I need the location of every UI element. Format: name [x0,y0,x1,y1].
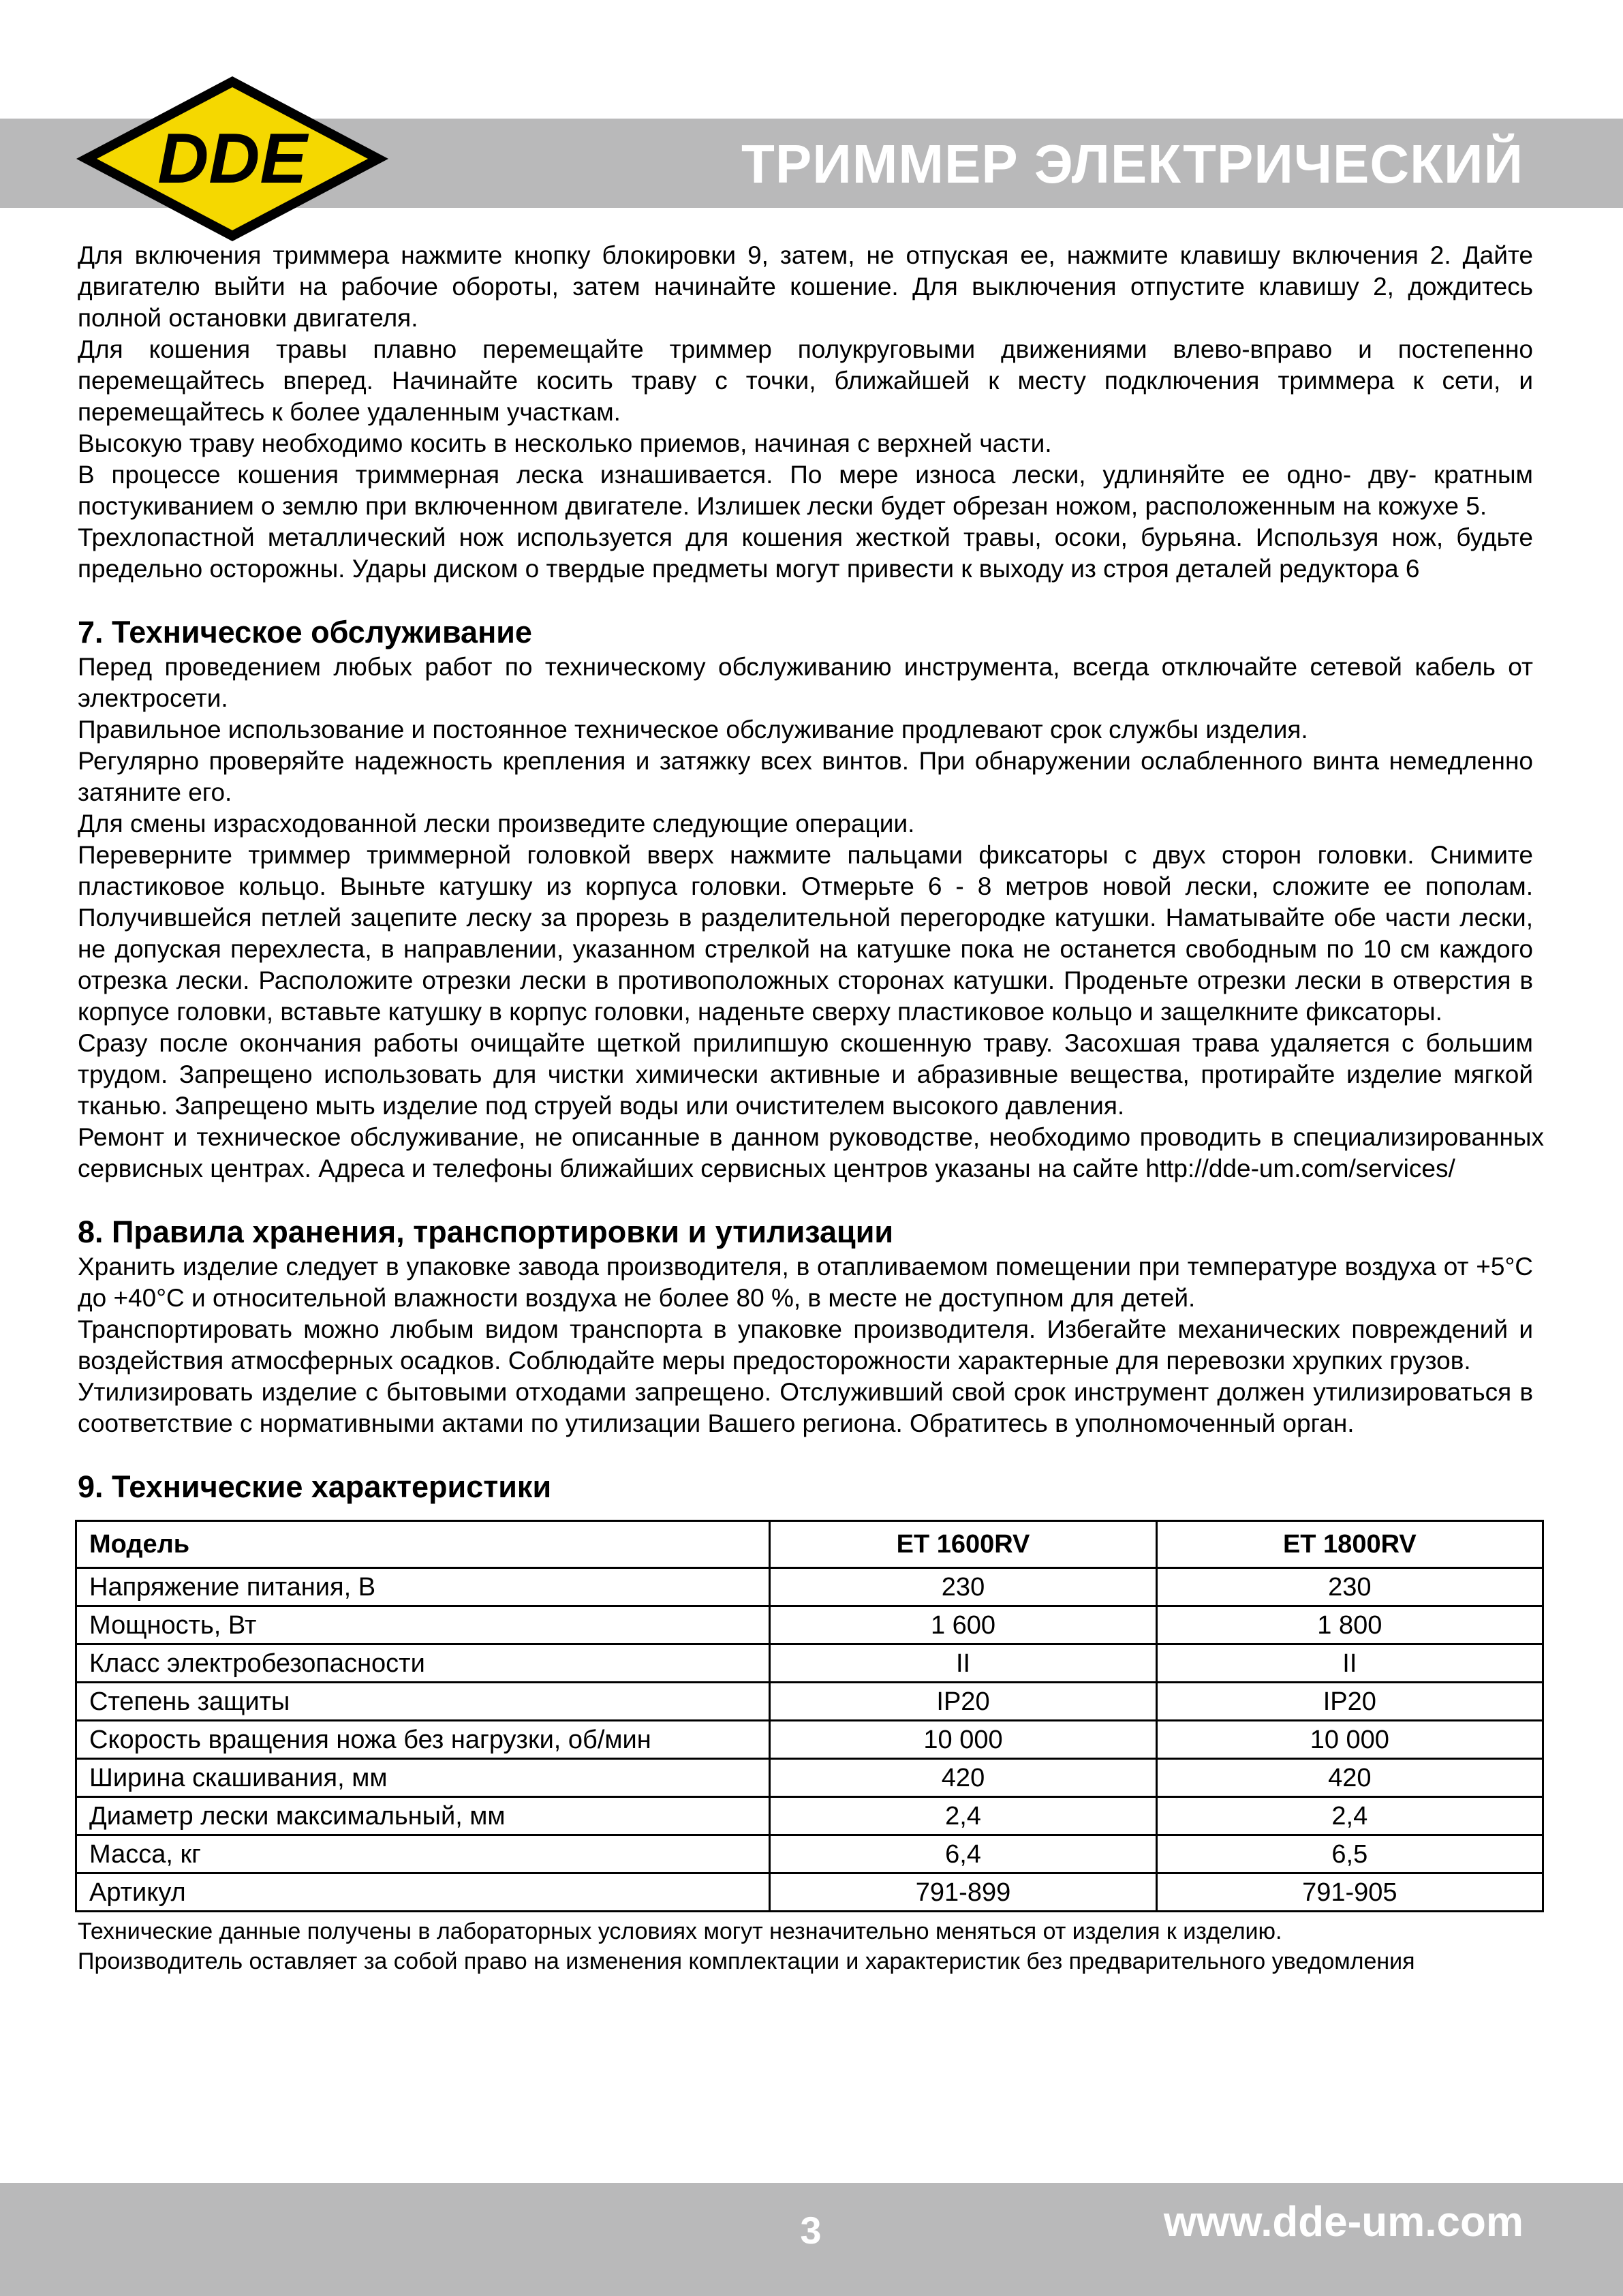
table-cell: Напряжение питания, В [76,1568,770,1606]
table-cell: 2,4 [1156,1797,1543,1835]
section-7-paragraph: Регулярно проверяйте надежность крепления и затяжку всех винтов. При обнаружении ослабленного винта немедленно затяните его. [78,747,1533,806]
table-row [76,1873,1543,1912]
table-cell: 230 [770,1568,1156,1606]
table-header-cell: ET 1600RV [770,1521,1156,1568]
intro-paragraph: Высокую траву необходимо косить в несколько приемов, начиная с верхней части. [78,429,1052,457]
logo-text: DDE [157,119,307,198]
table-cell: Артикул [76,1873,770,1912]
table-row [76,1759,1543,1797]
section-7-paragraph: Переверните триммер триммерной головкой вверх нажмите пальцами фиксаторы с двух сторон головки. Снимите пластиковое кольцо. Выньте катушку из корпуса головки. Отмерьте 6 - 8 метров новой лески, сложите ее пополам. Получившейся петлей зацепите леску за прорезь в разделительной перегородке катушки. Наматывайте обе части лески, не допуская перехлеста, в направлении, указанном стрелкой на катушке пока не останется свободным по 10 см каждого отрезка лески. Расположите отрезки лески в противоположных сторонах катушки. Проденьте отрезки лески в отверстия в корпусе головки, вставьте катушку в корпус головки, наденьте сверху пластиковое кольцо и защелкните фиксаторы. [78,841,1533,1026]
table-cell: 420 [770,1759,1156,1797]
table-row [76,1644,1543,1683]
section-7-paragraph: Ремонт и техническое обслуживание, не описанные в данном руководстве, необходимо проводить в специализированных сервисных центрах. Адреса и телефоны ближайших сервисных центров указаны на сайте http://dde-um.com/services/ [78,1123,1544,1182]
table-cell: Диаметр лески максимальный, мм [76,1797,770,1835]
note-line: Производитель оставляет за собой право на изменения комплектации и характеристик без предварительного уведомления [78,1948,1415,1974]
table-cell: Мощность, Вт [76,1606,770,1644]
table-row [76,1721,1543,1759]
intro-paragraph: Трехлопастной металлический нож используется для кошения жесткой травы, осоки, бурьяна. Используя нож, будьте предельно осторожны. Удары диском о твердые предметы могут привести к выходу из строя деталей редуктора 6 [78,523,1533,583]
table-cell: 6,4 [770,1835,1156,1873]
website-link[interactable]: www.dde-um.com [1163,2199,1524,2246]
table-cell: Скорость вращения ножа без нагрузки, об/мин [76,1721,770,1759]
table-cell: IP20 [1156,1683,1543,1721]
intro-paragraph: Для включения триммера нажмите кнопку блокировки 9, затем, не отпуская ее, нажмите клавишу включения 2. Дайте двигателю выйти на рабочие обороты, затем начинайте кошение. Для выключения отпустите клавишу 2, дождитесь полной остановки двигателя. [78,241,1533,332]
section-7-paragraph: Сразу после окончания работы очищайте щеткой прилипшую скошенную траву. Засохшая трава удаляется с большим трудом. Запрещено использовать для чистки химически активные и абразивные вещества, протирайте изделие мягкой тканью. Запрещено мыть изделие под струей воды или очистителем высокого давления. [78,1029,1533,1120]
table-cell: 1 800 [1156,1606,1543,1644]
table-header-row [76,1521,1543,1568]
intro-paragraph: В процессе кошения триммерная леска изнашивается. По мере износа лески, удлиняйте ее одно- дву- кратным постукиванием о землю при включенном двигателе. Излишек лески будет обрезан ножом, расположенным на кожухе 5. [78,461,1533,520]
section-7-paragraph: Перед проведением любых работ по техническому обслуживанию инструмента, всегда отключайте сетевой кабель от электросети. [78,653,1533,712]
page-number: 3 [800,2209,822,2252]
table-cell: 2,4 [770,1797,1156,1835]
table-notes [78,1916,1533,1976]
section-8-paragraph: Хранить изделие следует в упаковке завода производителя, в отапливаемом помещении при температуре воздуха от +5°C до +40°C и относительной влажности воздуха не более 80 %, в месте не доступном для детей. [78,1253,1533,1312]
table-cell: Ширина скашивания, мм [76,1759,770,1797]
table-cell: 791-905 [1156,1873,1543,1912]
table-cell: II [1156,1644,1543,1683]
table-cell: 10 000 [770,1721,1156,1759]
table-cell: Степень защиты [76,1683,770,1721]
table-cell: 6,5 [1156,1835,1543,1873]
section-8-heading: 8. Правила хранения, транспортировки и утилизации [78,1214,894,1249]
table-cell: IP20 [770,1683,1156,1721]
table-cell: 791-899 [770,1873,1156,1912]
specs-table [75,1520,1544,1912]
table-cell: 10 000 [1156,1721,1543,1759]
dde-logo [74,74,391,244]
section-8-paragraph: Утилизировать изделие с бытовыми отходами запрещено. Отслуживший свой срок инструмент должен утилизироваться в соответствие с нормативными актами по утилизации Вашего региона. Обратитесь в уполномоченный орган. [78,1378,1533,1437]
table-cell: 420 [1156,1759,1543,1797]
table-cell: Класс электробезопасности [76,1644,770,1683]
table-cell: II [770,1644,1156,1683]
table-cell: 230 [1156,1568,1543,1606]
document-body [78,240,1544,1976]
table-row [76,1797,1543,1835]
section-7-heading: 7. Техническое обслуживание [78,615,532,649]
section-7-paragraph: Для смены израсходованной лески произведите следующие операции. [78,810,915,838]
table-row [76,1568,1543,1606]
table-header-cell: Модель [76,1521,770,1568]
table-cell: 1 600 [770,1606,1156,1644]
page-title: ТРИММЕР ЭЛЕКТРИЧЕСКИЙ [741,134,1524,194]
table-row [76,1683,1543,1721]
section-7-paragraph: Правильное использование и постоянное техническое обслуживание продлевают срок службы изделия. [78,716,1308,744]
note-line: Технические данные получены в лабораторных условиях могут незначительно меняться от изделия к изделию. [78,1918,1282,1944]
section-8-paragraph: Транспортировать можно любым видом транспорта в упаковке производителя. Избегайте механических повреждений и воздействия атмосферных осадков. Соблюдайте меры предосторожности характерные для перевозки хрупких грузов. [78,1315,1533,1375]
intro-paragraph: Для кошения травы плавно перемещайте триммер полукруговыми движениями влево-вправо и постепенно перемещайтесь вперед. Начинайте косить траву с точки, ближайшей к месту подключения триммера к сети, и перемещайтесь к более удаленным участкам. [78,335,1533,426]
table-row [76,1606,1543,1644]
table-row [76,1835,1543,1873]
table-header-cell: ET 1800RV [1156,1521,1543,1568]
table-cell: Масса, кг [76,1835,770,1873]
section-9-heading: 9. Технические характеристики [78,1469,552,1504]
